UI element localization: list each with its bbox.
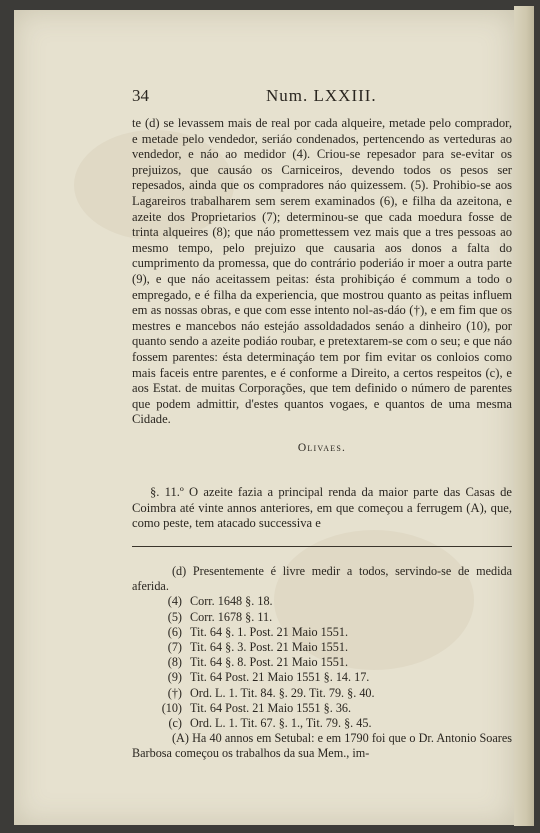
body-paragraph: te (d) se levassem mais de real por cada alqueire, metade pelo comprador, e metade pelo vendedor, seriáo condenados, pertencendo as verteduras ao vendedor, e náo ao medidor (4). Criou-se repesador para se-evitar os prejuizos, que causáo os Carniceiros, devendo todos os pesos ser repesados, ainda que os compradores náo quizessem. (5). Prohibio-se aos Lagareiros trabalharem sem serem examinados (6), e filha da azeitona, e azeite dos Proprietarios (7); determinou-se que cada moedura fosse de trinta alqueires (8); que náo promettessem vez mais que a tres pessoas ao mesmo tempo, pelo prejuizo que causaria aos donos a falta do cumprimento da promessa, que do contrário poderiáo ir moer a outra parte (9), e que náo aceitassem peitas: ésta prohibiçáo é commum a todo o empregado, e é filha da experiencia, que mostrou quanto as peitas influem em as nossas obras, e que com esse intento nol-as-dáo (†), e em fim que os mestres e mancebos náo estejáo assoldadados senáo a dinheiro (10), por quanto sendo a azeite podiáo roubar, e pretextarem-se com o seu; e que náo fossem parentes: ésta determinaçáo tem por fim evitar os conloios como mais faceis entre parentes, e é conforme a Direito, a certos respeitos (c), e aos Estat. de muitas Corporações, que tem definido o número de parentes que podem admittir, d'estes quantos vogaes, e quantos de uma mesma Cidade.: [132, 116, 512, 427]
footnote-reference: Tit. 64 §. 1. Post. 21 Maio 1551.: [190, 624, 349, 639]
footnote-marker: (8): [167, 655, 182, 670]
section-paragraph: §. 11.º O azeite fazia a principal renda da maior parte das Casas de Coimbra até vinte annos anteriores, em que começou a ferrugem (A), que, como peste, tem atacado successiva e: [132, 485, 512, 531]
footnote-item: [132, 594, 512, 609]
footnote-marker: (†): [167, 685, 182, 700]
page-header: [132, 86, 512, 110]
footnote-marker: (5): [167, 609, 182, 624]
footnote-reference: Tit. 64 §. 3. Post. 21 Maio 1551.: [190, 640, 349, 655]
footnote-item: [132, 701, 512, 716]
page-edge: [514, 6, 534, 826]
footnote-marker: (7): [167, 640, 182, 655]
footnote-list: [132, 594, 512, 731]
footnote-lead: (d) Presentemente é livre medir a todos, servindo-se de medida aferida.: [132, 564, 512, 594]
footnote-marker: (6): [167, 624, 182, 639]
footnotes: [132, 564, 512, 762]
footnote-reference: Corr. 1648 §. 18.: [190, 594, 273, 609]
footnote-item: [132, 686, 512, 701]
footnote-item: [132, 640, 512, 655]
footnote-item: [132, 655, 512, 670]
main-text: [132, 116, 512, 428]
footnote-reference: Corr. 1678 §. 11.: [190, 609, 273, 624]
footnote-item: [132, 670, 512, 685]
footnote-marker: (4): [167, 594, 182, 609]
footnote-item: [132, 610, 512, 625]
footnote-reference: Ord. L. 1. Tit. 84. §. 29. Tit. 79. §. 40.: [190, 685, 375, 700]
footnote-marker: (9): [167, 670, 182, 685]
footnote-marker: (c): [168, 716, 182, 731]
footnote-rule: [132, 546, 512, 547]
footnote-reference: Tit. 64 Post. 21 Maio 1551 §. 36.: [190, 700, 352, 715]
footnote-last: (A) Ha 40 annos em Setubal: e em 1790 foi que o Dr. Antonio Soares Barbosa começou os trabalhos da sua Mem., im-: [132, 731, 512, 761]
page-number: 34: [132, 86, 149, 105]
footnote-item: [132, 716, 512, 731]
footnote-reference: Tit. 64 Post. 21 Maio 1551 §. 14. 17.: [190, 670, 370, 685]
footnote-reference: Ord. L. 1. Tit. 67. §. 1., Tit. 79. §. 45.: [190, 716, 372, 731]
section-heading: Olivaes.: [297, 442, 347, 454]
footnote-item: [132, 625, 512, 640]
running-head: Num. LXXIII.: [266, 86, 377, 105]
footnote-reference: Tit. 64 §. 8. Post. 21 Maio 1551.: [190, 655, 349, 670]
footnote-marker: (10): [161, 700, 182, 715]
